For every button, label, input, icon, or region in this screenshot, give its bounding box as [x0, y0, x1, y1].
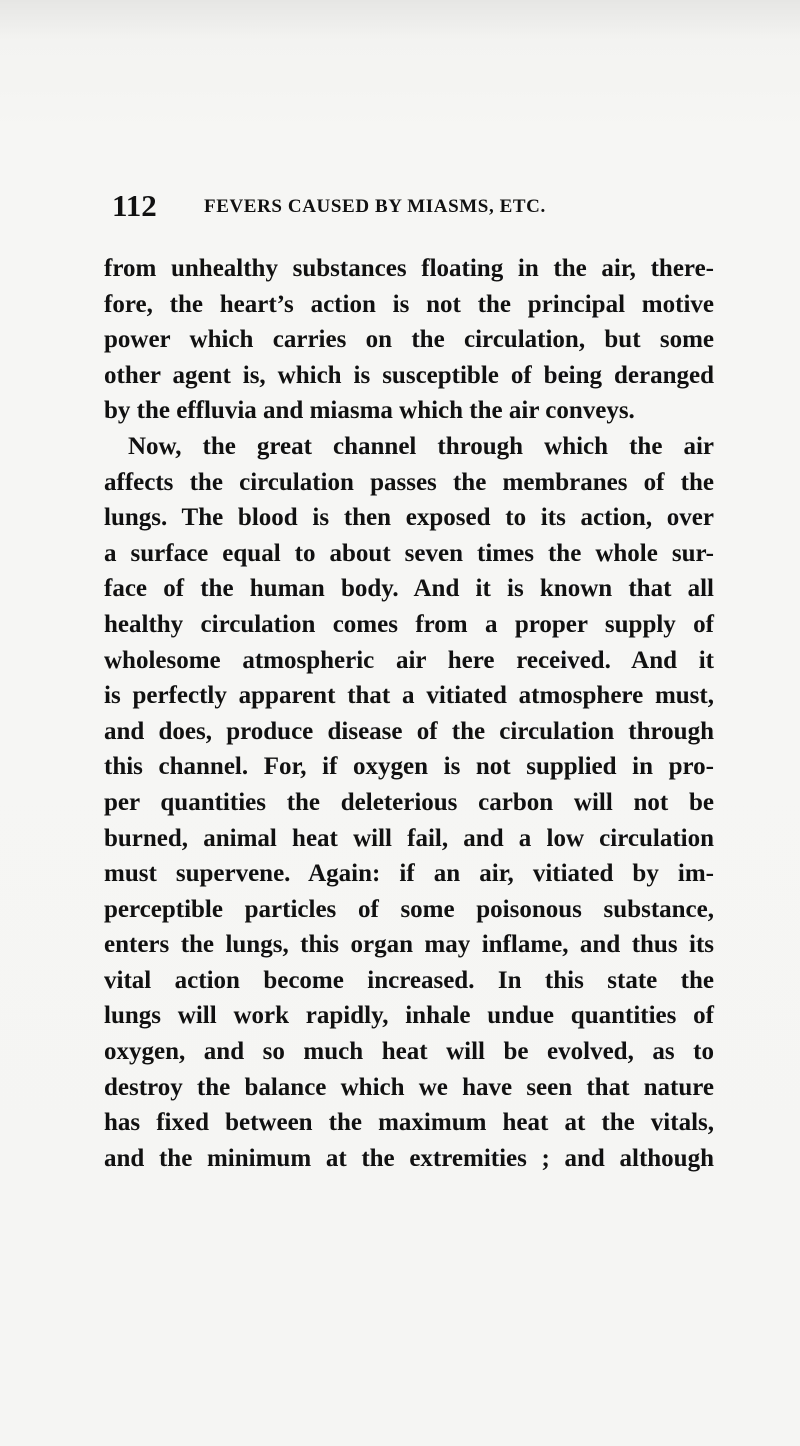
text-line: from unhealthy substances floating in the air, there-	[104, 255, 714, 282]
text-line: destroy the balance which we have seen that nature	[104, 1073, 714, 1101]
page-number: 112	[112, 188, 157, 223]
text-line: perceptible particles of some poisonous substance,	[104, 895, 714, 923]
text-line: per quantities the deleterious carbon will not be	[104, 788, 714, 816]
text-line: lungs. The blood is then exposed to its action, over	[104, 504, 714, 532]
text-line: and the minimum at the extremities ; and although	[104, 1144, 714, 1172]
text-line: face of the human body. And it is known that all	[104, 575, 714, 603]
running-title: FEVERS CAUSED BY MIASMS, ETC.	[204, 196, 546, 217]
text-line: healthy circulation comes from a proper supply of	[104, 610, 714, 638]
text-line: Now, the great channel through which the air	[128, 432, 714, 460]
text-line: other agent is, which is susceptible of being deranged	[104, 361, 714, 389]
text-line: is perfectly apparent that a vitiated atmosphere must,	[104, 682, 714, 710]
text-line: enters the lungs, this organ may inflame, and thus its	[104, 931, 714, 959]
text-line: a surface equal to about seven times the whole sur-	[104, 539, 714, 567]
text-line: has fixed between the maximum heat at the vitals,	[104, 1109, 714, 1137]
body-text	[104, 251, 714, 1176]
text-line: fore, the heart’s action is not the principal motive	[104, 290, 714, 318]
text-line: this channel. For, if oxygen is not supplied in pro-	[104, 753, 714, 781]
text-line: oxygen, and so much heat will be evolved, as to	[104, 1038, 714, 1066]
text-line: lungs will work rapidly, inhale undue quantities of	[104, 1002, 714, 1030]
text-line: affects the circulation passes the membranes of the	[104, 468, 714, 496]
text-line: by the effluvia and miasma which the air conveys.	[104, 397, 635, 425]
text-line: and does, produce disease of the circulation through	[104, 717, 714, 745]
text-line: wholesome atmospheric air here received. And it	[104, 646, 714, 674]
text-line: vital action become increased. In this state the	[104, 966, 714, 994]
text-line: power which carries on the circulation, but some	[104, 326, 714, 354]
text-line: must supervene. Again: if an air, vitiated by im-	[104, 860, 714, 888]
running-head	[112, 186, 612, 226]
text-line: burned, animal heat will fail, and a low circulation	[104, 824, 714, 852]
